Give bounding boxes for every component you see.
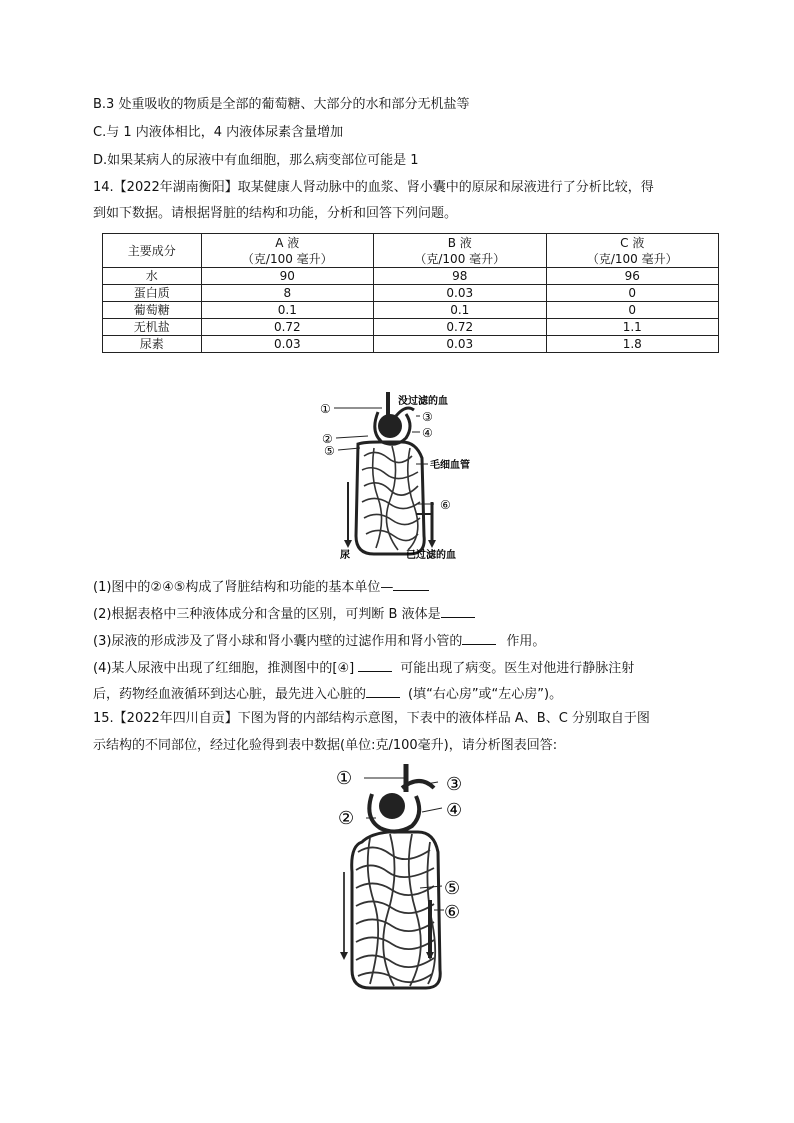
sub-question-2: [93, 603, 475, 624]
fig1-label-4: ④: [422, 426, 433, 440]
table-cell: 水: [103, 268, 202, 285]
table-row: [103, 336, 719, 353]
table-cell: 0.1: [201, 302, 373, 319]
option-b: B.3 处重吸收的物质是全部的葡萄糖、大部分的水和部分无机盐等: [93, 97, 470, 112]
table-cell: 0.03: [201, 336, 373, 353]
answer-blank-2[interactable]: [441, 603, 475, 618]
urine-arrow-icon: [340, 952, 348, 960]
table-row: [103, 285, 719, 302]
table-cell: 96: [546, 268, 719, 285]
filtered-blood-arrow-icon: [428, 540, 436, 548]
fig1-label-2: ②: [322, 432, 333, 446]
fig1-label-1: ①: [320, 402, 331, 416]
table-row: [103, 319, 719, 336]
sub-question-2-text: (2)根据表格中三种液体成分和含量的区别，可判断 B 液体是: [93, 607, 441, 622]
table-row: [103, 268, 719, 285]
nephron-diagram-1: [320, 386, 470, 562]
answer-blank-5[interactable]: [366, 683, 400, 698]
sub-question-4-text-c: 后，药物经血液循环到达心脏，最先进入心脏的: [93, 687, 367, 702]
fig1-unfiltered-blood-label: 没过滤的血: [398, 396, 448, 407]
table-cell: 8: [201, 285, 373, 302]
fig1-filtered-blood-label: 已过滤的血: [406, 550, 456, 561]
sub-question-4: [93, 657, 634, 678]
glomerulus: [378, 414, 402, 438]
capillary-network: [356, 834, 435, 986]
question-15-line1: 15.【2022年四川自贡】下图为肾的内部结构示意图，下表中的液体样品 A、B、C 分别取自于图: [93, 711, 650, 726]
sub-question-3-tail: 作用。: [506, 634, 546, 649]
fig2-label-6: ⑥: [444, 902, 461, 923]
fig1-capillary-label: 毛细血管: [430, 460, 470, 471]
table-cell: 0.03: [374, 336, 546, 353]
table-cell: 1.1: [546, 319, 719, 336]
fig1-label-6: ⑥: [440, 498, 451, 512]
sub-question-4-cont: [93, 683, 562, 704]
fig2-label-2: ②: [338, 808, 355, 829]
answer-blank-1[interactable]: [393, 576, 429, 591]
table-cell: 葡萄糖: [103, 302, 202, 319]
nephron-diagram-2: [330, 762, 480, 998]
table-cell: 尿素: [103, 336, 202, 353]
answer-blank-4[interactable]: [358, 657, 392, 672]
leader-lines: [364, 778, 444, 910]
table-cell: 0.72: [374, 319, 546, 336]
question-14-line1: 14.【2022年湖南衡阳】取某健康人肾动脉中的血浆、肾小囊中的原尿和尿液进行了分析比较，得: [93, 180, 654, 195]
sub-question-3-text: (3)尿液的形成涉及了肾小球和肾小囊内壁的过滤作用和肾小管的: [93, 634, 463, 649]
sub-question-1-text: (1)图中的②④⑤构成了肾脏结构和功能的基本单位—: [93, 580, 394, 595]
sub-question-4-text-d: (填“右心房”或“左心房”)。: [408, 687, 563, 702]
table-cell: 无机盐: [103, 319, 202, 336]
table-cell: 0: [546, 302, 719, 319]
table-header-a: A 液 （克/100 毫升）: [201, 234, 373, 268]
glomerulus: [379, 793, 405, 819]
fluid-composition-table: [102, 233, 719, 353]
sub-question-4-text: (4)某人尿液中出现了红细胞，推测图中的[④]: [93, 661, 355, 676]
capillary-network: [362, 446, 420, 550]
question-14-line2: 到如下数据。请根据肾脏的结构和功能，分析和回答下列问题。: [93, 206, 458, 221]
option-c: C.与 1 内液体相比，4 内液体尿素含量增加: [93, 125, 344, 140]
fig2-label-4: ④: [446, 800, 463, 821]
question-15-line2: 示结构的不同部位，经过化验得到表中数据(单位:克/100毫升)，请分析图表回答:: [93, 738, 558, 753]
fig2-label-5: ⑤: [444, 878, 461, 899]
table-cell: 0.72: [201, 319, 373, 336]
answer-blank-3[interactable]: [462, 630, 496, 645]
table-cell: 0.1: [374, 302, 546, 319]
table-header-c: C 液 （克/100 毫升）: [546, 234, 719, 268]
sub-question-3: [93, 630, 545, 651]
fig1-urine-label: 尿: [340, 550, 350, 561]
table-cell: 0: [546, 285, 719, 302]
table-header-b: B 液 （克/100 毫升）: [374, 234, 546, 268]
fig2-label-1: ①: [336, 768, 353, 789]
table-cell: 98: [374, 268, 546, 285]
table-cell: 蛋白质: [103, 285, 202, 302]
table-row: [103, 302, 719, 319]
urine-arrow-icon: [344, 540, 352, 548]
option-d: D.如果某病人的尿液中有血细胞，那么病变部位可能是 1: [93, 153, 419, 168]
table-header-component: 主要成分: [103, 234, 202, 268]
table-cell: 0.03: [374, 285, 546, 302]
fig2-label-3: ③: [446, 774, 463, 795]
table-cell: 90: [201, 268, 373, 285]
fig1-label-3: ③: [422, 410, 433, 424]
table-cell: 1.8: [546, 336, 719, 353]
sub-question-4-text-b: 可能出现了病变。医生对他进行静脉注射: [400, 661, 635, 676]
sub-question-1: [93, 576, 429, 597]
fig1-label-5: ⑤: [324, 444, 335, 458]
